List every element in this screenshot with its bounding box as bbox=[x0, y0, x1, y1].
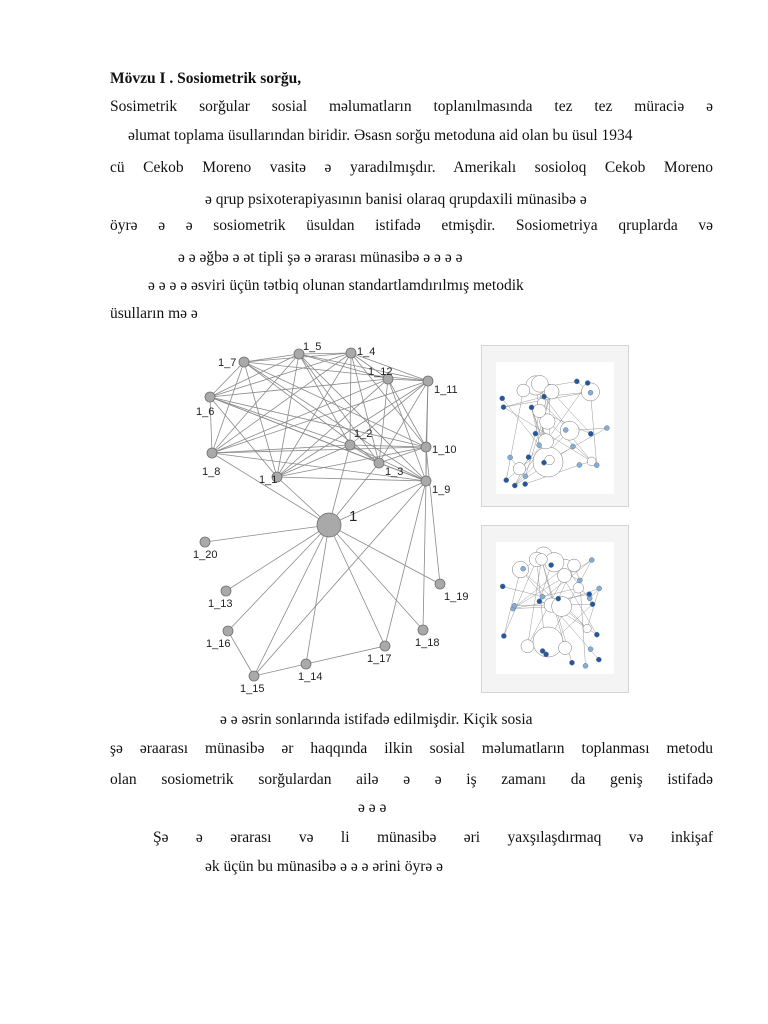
network-edge bbox=[385, 481, 426, 646]
thumbnail-node bbox=[573, 583, 584, 594]
thumbnail-node bbox=[537, 599, 542, 604]
network-node-label: 1_11 bbox=[434, 384, 458, 396]
thumbnail-node bbox=[569, 660, 574, 665]
network-node-label: 1_19 bbox=[444, 591, 469, 603]
thumbnail-node bbox=[537, 443, 542, 448]
paragraph-line: şə əraarası münasibə ər haqqında ilkin sosial məlumatların toplanması metodu bbox=[110, 740, 713, 757]
network-node-label: 1_8 bbox=[202, 466, 221, 478]
network-node-label: 1_7 bbox=[218, 357, 237, 369]
page-title: Mövzu I . Sosiometrik sorğu, bbox=[110, 70, 302, 87]
network-node bbox=[200, 537, 210, 547]
network-edge bbox=[228, 631, 254, 676]
network-node bbox=[223, 626, 233, 636]
paragraph-line: ə ə ə ə əsviri üçün tətbiq olunan standartlamdırılmış metodik bbox=[148, 277, 524, 294]
network-node bbox=[345, 440, 355, 450]
thumbnail-node bbox=[540, 649, 545, 654]
network-edge bbox=[388, 379, 426, 447]
thumbnail-node bbox=[588, 390, 593, 395]
network-node-label: 1_14 bbox=[298, 671, 323, 683]
paragraph-line: ə ə əğbə ə ət tipli şə ə ərarası münasibə ə ə ə ə bbox=[178, 249, 463, 266]
network-node bbox=[380, 641, 390, 651]
network-edge bbox=[205, 525, 329, 542]
sociogram-thumbnail bbox=[481, 345, 629, 507]
network-node-label: 1_12 bbox=[368, 366, 393, 378]
network-edge bbox=[426, 447, 440, 584]
thumbnail-node bbox=[501, 633, 506, 638]
network-node-label: 1_16 bbox=[206, 638, 231, 650]
network-node bbox=[346, 348, 356, 358]
thumbnail-node bbox=[523, 474, 528, 479]
paragraph-line: ə qrup psixoterapiyasının banisi olaraq qrupdaxili münasibə ə bbox=[205, 191, 587, 208]
thumbnail-node bbox=[521, 640, 534, 653]
network-node-label: 1_9 bbox=[432, 484, 451, 496]
network-node bbox=[205, 392, 215, 402]
network-node-label: 1_10 bbox=[432, 444, 457, 456]
network-edge bbox=[423, 481, 426, 630]
thumbnail-node bbox=[501, 405, 506, 410]
thumbnail-node bbox=[585, 380, 590, 385]
thumbnail-node bbox=[517, 384, 530, 397]
sociogram-thumbnail bbox=[481, 525, 629, 693]
network-node-label: 1_20 bbox=[193, 549, 218, 561]
network-node-label: 1_18 bbox=[415, 637, 440, 649]
network-node-label: 1_3 bbox=[385, 466, 404, 478]
paragraph-line: üsulların mə ə bbox=[110, 305, 198, 322]
network-node bbox=[239, 357, 249, 367]
thumbnail-node bbox=[577, 578, 582, 583]
network-node bbox=[423, 376, 433, 386]
network-node bbox=[207, 448, 217, 458]
network-node-label: 1_4 bbox=[357, 346, 376, 358]
network-edge bbox=[329, 525, 423, 630]
thumbnail-node bbox=[523, 482, 528, 487]
thumbnail-node bbox=[536, 554, 548, 566]
thumbnail-node bbox=[500, 396, 505, 401]
thumbnail-node bbox=[589, 557, 594, 562]
thumbnail-node bbox=[588, 431, 593, 436]
thumbnail-node bbox=[512, 603, 517, 608]
thumbnail-node bbox=[512, 483, 517, 488]
network-edge bbox=[329, 481, 426, 525]
network-node-label: 1_17 bbox=[367, 653, 392, 665]
network-node bbox=[317, 513, 341, 537]
sociogram-thumbnail-graph bbox=[496, 362, 614, 494]
network-edge bbox=[329, 445, 350, 525]
network-node bbox=[421, 476, 431, 486]
network-edge bbox=[277, 477, 426, 481]
network-node bbox=[221, 586, 231, 596]
network-node bbox=[435, 579, 445, 589]
paragraph-line: ə ə ə bbox=[358, 799, 387, 816]
thumbnail-node bbox=[583, 663, 588, 668]
thumbnail-node bbox=[560, 421, 579, 440]
thumbnail-node bbox=[549, 563, 554, 568]
thumbnail-node bbox=[588, 647, 593, 652]
network-edge bbox=[226, 525, 329, 591]
network-edge bbox=[254, 525, 329, 676]
network-edge bbox=[350, 445, 426, 447]
paragraph-line: ə ə əsrin sonlarında istifadə edilmişdir. Kiçik sosia bbox=[220, 711, 533, 728]
network-edge bbox=[244, 362, 379, 463]
thumbnail-node bbox=[540, 594, 545, 599]
thumbnail-node bbox=[526, 455, 531, 460]
network-edge bbox=[210, 397, 277, 477]
thumbnail-node bbox=[500, 584, 505, 589]
paragraph-line: öyrə ə ə sosiometrik üsuldan istifadə etmişdir. Sosiometriya qruplarda və bbox=[110, 217, 713, 234]
thumbnail-node bbox=[556, 596, 561, 601]
thumbnail-node bbox=[545, 553, 564, 572]
network-node-label: 1_6 bbox=[196, 406, 215, 418]
thumbnail-node bbox=[521, 566, 526, 571]
thumbnail-node bbox=[541, 460, 546, 465]
thumbnail-node bbox=[568, 559, 581, 572]
thumbnail-node bbox=[558, 641, 571, 654]
paragraph-line: olan sosiometrik sorğulardan ailə ə ə iş zamanı da geniş istifadə bbox=[110, 771, 713, 788]
thumbnail-node bbox=[597, 586, 602, 591]
network-node-label: 1_13 bbox=[208, 598, 233, 610]
network-node-label: 1_15 bbox=[240, 683, 265, 695]
thumbnail-node bbox=[577, 462, 582, 467]
thumbnail-node bbox=[590, 602, 595, 607]
thumbnail-node bbox=[513, 463, 525, 475]
network-edge bbox=[329, 525, 440, 584]
network-node bbox=[374, 458, 384, 468]
thumbnail-node bbox=[508, 455, 513, 460]
network-node bbox=[418, 625, 428, 635]
network-node bbox=[249, 671, 259, 681]
thumbnail-node bbox=[563, 428, 568, 433]
network-node-label: 1_2 bbox=[354, 428, 373, 440]
network-node bbox=[421, 442, 431, 452]
thumbnail-node bbox=[587, 592, 592, 597]
network-edge bbox=[329, 525, 385, 646]
thumbnail-node bbox=[504, 478, 509, 483]
thumbnail-node bbox=[533, 404, 546, 417]
thumbnail-node bbox=[583, 624, 591, 632]
network-node-label: 1_1 bbox=[259, 474, 278, 486]
thumbnail-node bbox=[552, 596, 572, 616]
thumbnail-node bbox=[594, 632, 599, 637]
thumbnail-node bbox=[529, 405, 534, 410]
network-edge bbox=[277, 381, 428, 477]
thumbnail-node bbox=[574, 379, 579, 384]
thumbnail-node bbox=[596, 657, 601, 662]
network-node bbox=[301, 659, 311, 669]
thumbnail-node bbox=[604, 426, 609, 431]
network-edge bbox=[254, 481, 426, 676]
paragraph-line: əlumat toplama üsullarından biridir. Əsasn sorğu metoduna aid olan bu üsul 1934 bbox=[128, 127, 633, 144]
network-node-label: 1_5 bbox=[303, 341, 322, 353]
thumbnail-edge bbox=[529, 434, 536, 458]
paragraph-line: Şə ə ərarası və li münasibə əri yaxşılaşdırmaq və inkişaf bbox=[153, 829, 713, 846]
paragraph-line: cü Cekob Moreno vasitə ə yaradılmışdır. Amerikalı sosioloq Cekob Moreno bbox=[110, 159, 713, 176]
paragraph-line: ək üçün bu münasibə ə ə ə ərini öyrə ə bbox=[205, 858, 444, 875]
network-edge bbox=[244, 362, 277, 477]
network-edge bbox=[212, 362, 244, 453]
sociogram-network bbox=[190, 335, 480, 700]
thumbnail-node bbox=[533, 431, 538, 436]
thumbnail-node bbox=[542, 394, 547, 399]
network-node-label: 1 bbox=[349, 508, 358, 525]
thumbnail-node bbox=[594, 463, 599, 468]
paragraph-line: Sosimetrik sorğular sosial məlumatların toplanılmasında tez tez müraciə ə bbox=[110, 98, 713, 115]
network-edge bbox=[212, 453, 329, 525]
sociogram-thumbnail-graph bbox=[496, 542, 614, 674]
thumbnail-node bbox=[570, 444, 575, 449]
